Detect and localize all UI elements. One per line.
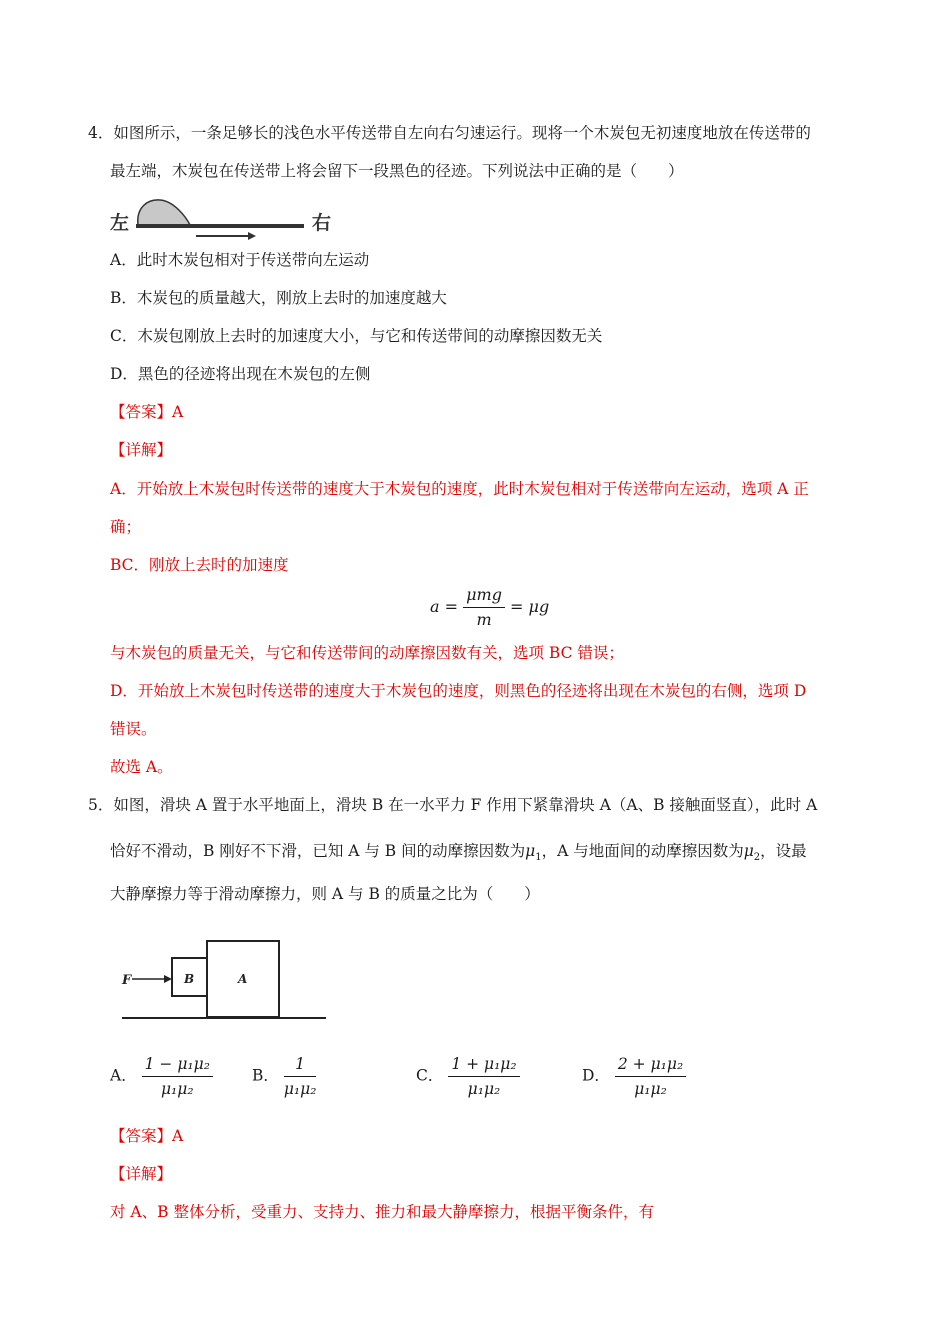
q4-option-c: C．木炭包刚放上去时的加速度大小，与它和传送带间的动摩擦因数无关 <box>110 327 603 345</box>
answer-label: 【答案】 <box>110 1127 173 1145</box>
q5-line2-part-b: ，A 与地面间的动摩擦因数为 <box>541 842 744 860</box>
q5-answer <box>110 1126 183 1146</box>
eq-equals-2: = <box>510 597 524 616</box>
q4-exp-a-line2: 确； <box>110 518 142 536</box>
q4-exp-bc2: 与木炭包的质量无关，与它和传送带间的动摩擦因数有关，选项 BC 错误； <box>110 644 624 662</box>
q4-stem-line1: 4．如图所示，一条足够长的浅色水平传送带自左向右匀速运行。现将一个木炭包无初速度地放在传送带的 <box>88 124 811 142</box>
q5-explain-label: 【详解】 <box>110 1165 173 1183</box>
q4-exp-d-line2: 错误。 <box>110 720 157 738</box>
answer-label: 【答案】 <box>110 403 173 421</box>
q4-option-d: D．黑色的径迹将出现在木炭包的左侧 <box>110 365 371 383</box>
eq-numerator: μmg <box>463 585 505 608</box>
q5-stem-line2 <box>110 841 807 868</box>
eq-fraction <box>463 585 505 630</box>
q5-stem-line1: 5．如图，滑块 A 置于水平地面上，滑块 B 在一水平力 F 作用下紧靠滑块 A（A、B 接触面竖直），此时 A <box>88 796 818 814</box>
q5-stem-line3: 大静摩擦力等于滑动摩擦力，则 A 与 B 的质量之比为（ ） <box>110 885 540 903</box>
q4-exp-a-line1: A．开始放上木炭包时传送带的速度大于木炭包的速度，此时木炭包相对于传送带向左运动，选项 A 正 <box>110 480 809 498</box>
mu1-symbol: $\mu_1$ <box>525 842 542 864</box>
eq-rhs: μg <box>528 597 550 616</box>
eq-lhs: a <box>430 597 440 616</box>
charcoal-bag-shape <box>138 200 190 225</box>
q4-exp-d-line1: D．开始放上木炭包时传送带的速度大于木炭包的速度，则黑色的径迹将出现在木炭包的右侧，选项 D <box>110 682 807 700</box>
equation-acceleration <box>430 585 549 630</box>
q4-conclusion: 故选 A。 <box>110 758 173 776</box>
q4-option-b: B．木炭包的质量越大，刚放上去时的加速度越大 <box>110 289 447 307</box>
q4-option-a: A．此时木炭包相对于传送带向左运动 <box>110 251 370 269</box>
q5-option-a: A． $\frac{\text{1 − μ₁μ₂}}{\text{μ₁μ₂}}$ <box>110 1054 213 1099</box>
figure-right-label: 右 <box>312 212 332 234</box>
eq-denominator: m <box>476 610 492 629</box>
q5-exp-line1: 对 A、B 整体分析，受重力、支持力、推力和最大静摩擦力，根据平衡条件，有 <box>110 1203 654 1221</box>
answer-value: A <box>172 1127 184 1145</box>
eq-equals: = <box>444 597 459 616</box>
q5-line2-part-c: ，设最 <box>760 842 807 860</box>
block-b-label: B <box>184 972 195 986</box>
force-label: F <box>122 973 132 988</box>
block-a-label: A <box>238 972 248 986</box>
answer-value: A <box>172 403 184 421</box>
q5-line2-part-a: 恰好不滑动，B 刚好不下滑，已知 A 与 B 间的动摩擦因数为 <box>110 842 526 860</box>
q4-exp-bc: BC．刚放上去时的加速度 <box>110 556 289 574</box>
q4-stem-line2: 最左端，木炭包在传送带上将会留下一段黑色的径迹。下列说法中正确的是（ ） <box>110 162 684 180</box>
conveyor-belt-figure <box>108 195 340 241</box>
q4-answer <box>110 402 183 422</box>
blocks-figure <box>118 936 332 1024</box>
q5-option-d: D． $\frac{\text{2 + μ₁μ₂}}{\text{μ₁μ₂}}$ <box>582 1054 686 1099</box>
q4-explain-label: 【详解】 <box>110 441 173 459</box>
q5-option-b: B． $\frac{1}{\text{μ₁μ₂}}$ <box>252 1055 317 1098</box>
mu2-symbol: $\mu_2$ <box>743 842 761 864</box>
q5-option-c: C． $\frac{\text{1 + μ₁μ₂}}{\text{μ₁μ₂}}$ <box>416 1054 520 1099</box>
figure-left-label: 左 <box>110 212 130 234</box>
